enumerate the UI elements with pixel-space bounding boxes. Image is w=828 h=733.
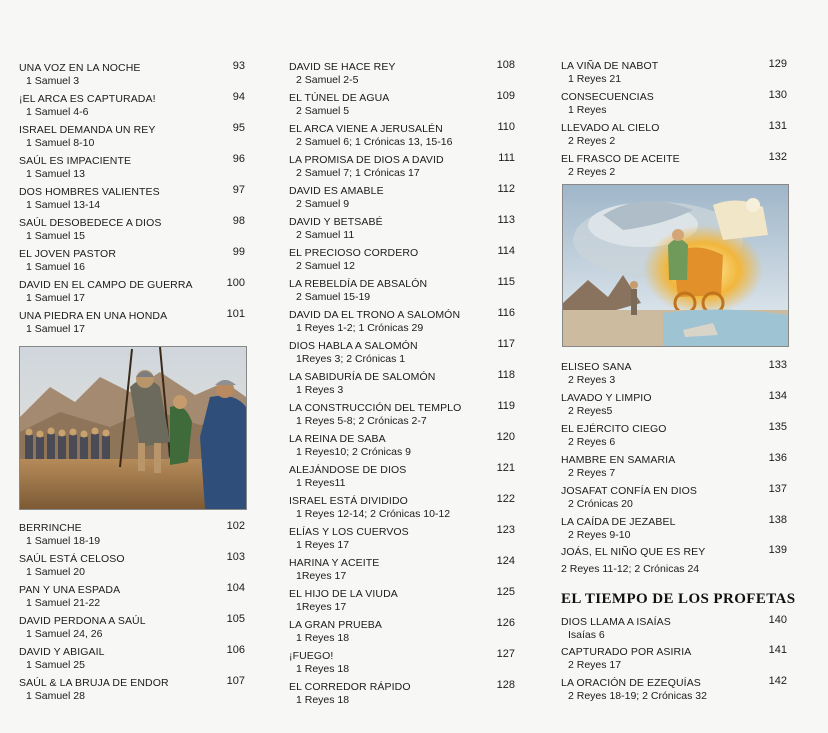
entry-page-number: 125 — [496, 586, 515, 598]
entry-reference: 1 Samuel 13 — [26, 168, 85, 180]
entry-reference: 2 Reyes 3 — [568, 374, 616, 386]
entry-reference: 1 Samuel 18-19 — [26, 535, 101, 547]
entry-page-number: 93 — [232, 60, 245, 72]
entry-title: DAVID EN EL CAMPO DE GUERRA — [19, 279, 193, 291]
entry-title: DAVID ES AMABLE — [289, 185, 384, 197]
entry-reference: Isaías 6 — [568, 629, 605, 641]
toc-entry[interactable] — [19, 186, 245, 216]
entry-title: BERRINCHE — [19, 522, 82, 534]
entry-page-number: 127 — [496, 648, 515, 660]
entry-reference: 1 Samuel 20 — [26, 566, 85, 578]
entry-page-number: 123 — [496, 524, 515, 536]
toc-entry[interactable] — [289, 619, 515, 649]
entry-title: DAVID SE HACE REY — [289, 61, 396, 73]
entry-title: ¡FUEGO! — [289, 650, 334, 662]
entry-title: LA PROMISA DE DIOS A DAVID — [289, 154, 444, 166]
entry-title: DOS HOMBRES VALIENTES — [19, 186, 160, 198]
entry-reference: 1 Reyes 21 — [568, 73, 622, 85]
entry-page-number: 138 — [768, 514, 787, 526]
entry-title: EL TÚNEL DE AGUA — [289, 92, 390, 104]
entry-title: DAVID PERDONA A SAÚL — [19, 615, 146, 627]
toc-entry[interactable] — [289, 185, 515, 215]
entry-title: LA REBELDÍA DE ABSALÓN — [289, 278, 428, 290]
entry-page-number: 96 — [232, 153, 245, 165]
chariot-scene-art — [563, 185, 788, 346]
toc-entry[interactable] — [19, 62, 245, 92]
section-heading: EL TIEMPO DE LOS PROFETAS — [561, 591, 796, 607]
toc-entry[interactable] — [19, 248, 245, 278]
entry-title: LA CONSTRUCCIÓN DEL TEMPLO — [289, 402, 462, 414]
entry-page-number: 115 — [497, 276, 515, 288]
entry-page-number: 99 — [232, 246, 245, 258]
entry-reference: 2 Samuel 12 — [296, 260, 355, 272]
toc-entry[interactable] — [19, 279, 245, 309]
entry-page-number: 114 — [497, 245, 515, 257]
entry-title: ELISEO SANA — [561, 361, 632, 373]
entry-page-number: 109 — [496, 90, 515, 102]
battle-scene-art — [20, 347, 246, 509]
entry-page-number: 94 — [232, 91, 245, 103]
entry-title: HAMBRE EN SAMARIA — [561, 454, 676, 466]
entry-reference: 1 Samuel 24, 26 — [26, 628, 103, 640]
entry-title: LA VIÑA DE NABOT — [561, 60, 659, 72]
entry-reference: 1 Reyes 3 — [296, 384, 344, 396]
toc-entry[interactable] — [19, 217, 245, 247]
entry-page-number: 95 — [232, 122, 245, 134]
toc-entry[interactable] — [561, 454, 787, 484]
entry-page-number: 126 — [496, 617, 515, 629]
toc-entry[interactable] — [19, 155, 245, 185]
entry-title: DIOS HABLA A SALOMÓN — [289, 340, 418, 352]
toc-entry[interactable] — [289, 216, 515, 246]
entry-reference: 2 Samuel 15-19 — [296, 291, 371, 303]
entry-title: JOSAFAT CONFÍA EN DIOS — [561, 485, 698, 497]
entry-page-number: 117 — [497, 338, 515, 350]
entry-title: LA REINA DE SABA — [289, 433, 386, 445]
entry-reference: 2 Reyes 6 — [568, 436, 616, 448]
toc-entry[interactable] — [289, 526, 515, 556]
entry-reference: 1 Reyes 12-14; 2 Crónicas 10-12 — [296, 508, 451, 520]
entry-reference: 2 Reyes 18-19; 2 Crónicas 32 — [568, 690, 707, 702]
entry-reference: 2 Reyes 17 — [568, 659, 622, 671]
entry-title: SAÚL DESOBEDECE A DIOS — [19, 217, 162, 229]
toc-entry[interactable] — [561, 516, 787, 546]
entry-page-number: 119 — [497, 400, 515, 412]
entry-title: DAVID DA EL TRONO A SALOMÓN — [289, 309, 461, 321]
entry-page-number: 104 — [226, 582, 245, 594]
toc-entry[interactable] — [289, 433, 515, 463]
entry-page-number: 139 — [768, 544, 787, 556]
entry-title: CONSECUENCIAS — [561, 91, 654, 103]
entry-title: SAÚL ES IMPACIENTE — [19, 155, 132, 167]
entry-reference: 1 Samuel 8-10 — [26, 137, 95, 149]
toc-entry[interactable] — [289, 495, 515, 525]
entry-title: EL FRASCO DE ACEITE — [561, 153, 680, 165]
entry-title: DIOS LLAMA A ISAÍAS — [561, 616, 671, 628]
entry-title: SAÚL & LA BRUJA DE ENDOR — [19, 677, 169, 689]
entry-title: UNA PIEDRA EN UNA HONDA — [19, 310, 168, 322]
entry-page-number: 101 — [226, 308, 245, 320]
toc-entry[interactable] — [561, 485, 787, 515]
entry-reference: 2 Samuel 9 — [296, 198, 350, 210]
toc-entry[interactable] — [19, 553, 245, 583]
toc-entry[interactable] — [19, 124, 245, 154]
entry-page-number: 136 — [768, 452, 787, 464]
entry-title: LA CAÍDA DE JEZABEL — [561, 516, 676, 528]
entry-reference: 2 Samuel 11 — [296, 229, 355, 241]
toc-entry[interactable] — [289, 92, 515, 122]
toc-entry[interactable] — [289, 61, 515, 91]
entry-page-number: 102 — [226, 520, 245, 532]
entry-reference: 1 Samuel 3 — [26, 75, 80, 87]
entry-reference: 2 Reyes 2 — [568, 166, 616, 178]
entry-title: ISRAEL DEMANDA UN REY — [19, 124, 156, 136]
toc-entry[interactable] — [561, 392, 787, 422]
entry-title: UNA VOZ EN LA NOCHE — [19, 62, 141, 74]
entry-reference: 2 Crónicas 20 — [568, 498, 633, 510]
entry-reference: 2 Samuel 7; 1 Crónicas 17 — [296, 167, 420, 179]
entry-page-number: 97 — [232, 184, 245, 196]
entry-page-number: 107 — [226, 675, 245, 687]
entry-reference: 1 Samuel 25 — [26, 659, 85, 671]
entry-page-number: 131 — [768, 120, 787, 132]
toc-entry[interactable] — [289, 123, 515, 153]
entry-reference: 1 Samuel 17 — [26, 292, 85, 304]
entry-reference: 1 Reyes 18 — [296, 632, 350, 644]
entry-reference: 2 Reyes 7 — [568, 467, 616, 479]
entry-page-number: 129 — [768, 58, 787, 70]
toc-entry[interactable] — [289, 464, 515, 494]
entry-title: LA GRAN PRUEBA — [289, 619, 383, 631]
entry-title: DAVID Y ABIGAIL — [19, 646, 105, 658]
entry-reference: 1 Samuel 15 — [26, 230, 85, 242]
toc-entry[interactable] — [561, 60, 787, 90]
entry-reference: 1 Samuel 21-22 — [26, 597, 101, 609]
entry-reference: 2 Reyes5 — [568, 405, 613, 417]
entry-reference: 1Reyes 17 — [296, 601, 347, 613]
entry-page-number: 128 — [496, 679, 515, 691]
entry-title: LA ORACIÓN DE EZEQUÍAS — [561, 677, 701, 689]
entry-page-number: 135 — [768, 421, 787, 433]
entry-title: ALEJÁNDOSE DE DIOS — [289, 464, 407, 476]
toc-entry[interactable] — [19, 310, 245, 340]
toc-entry[interactable] — [289, 681, 515, 711]
battle-scene-illustration — [19, 346, 247, 510]
toc-entry[interactable] — [561, 677, 787, 707]
entry-reference: 1 Reyes 17 — [296, 539, 350, 551]
toc-entry[interactable] — [289, 154, 515, 184]
entry-page-number: 132 — [768, 151, 787, 163]
toc-entry[interactable] — [561, 546, 787, 576]
entry-title: EL PRECIOSO CORDERO — [289, 247, 419, 259]
toc-entry[interactable] — [19, 677, 245, 707]
entry-page-number: 112 — [497, 183, 515, 195]
entry-reference: 1 Reyes 1-2; 1 Crónicas 29 — [296, 322, 424, 334]
entry-page-number: 133 — [768, 359, 787, 371]
entry-reference: 2 Reyes 9-10 — [568, 529, 631, 541]
toc-entry[interactable] — [561, 91, 787, 121]
entry-title: EL EJÉRCITO CIEGO — [561, 423, 667, 435]
entry-page-number: 106 — [226, 644, 245, 656]
elijah-chariot-illustration — [562, 184, 789, 347]
entry-page-number: 124 — [496, 555, 515, 567]
toc-entry[interactable] — [289, 278, 515, 308]
toc-entry[interactable] — [19, 522, 245, 552]
entry-page-number: 108 — [496, 59, 515, 71]
toc-entry[interactable] — [19, 615, 245, 645]
entry-title: LAVADO Y LIMPIO — [561, 392, 652, 404]
entry-title: SAÚL ESTÁ CELOSO — [19, 553, 125, 565]
entry-title: CAPTURADO POR ASIRIA — [561, 646, 692, 658]
entry-title: EL JOVEN PASTOR — [19, 248, 116, 260]
toc-entry[interactable] — [289, 402, 515, 432]
toc-entry[interactable] — [561, 616, 787, 646]
toc-entry[interactable] — [561, 423, 787, 453]
toc-entry[interactable] — [19, 584, 245, 614]
entry-title: EL CORREDOR RÁPIDO — [289, 681, 411, 693]
entry-title: PAN Y UNA ESPADA — [19, 584, 121, 596]
entry-reference: 1 Samuel 28 — [26, 690, 85, 702]
toc-entry[interactable] — [561, 646, 787, 676]
entry-reference: 1 Samuel 4-6 — [26, 106, 89, 118]
entry-title: ELÍAS Y LOS CUERVOS — [289, 526, 409, 538]
entry-reference: 1 Reyes 18 — [296, 663, 350, 675]
entry-reference: 2 Samuel 5 — [296, 105, 350, 117]
toc-entry[interactable] — [19, 93, 245, 123]
entry-page-number: 137 — [768, 483, 787, 495]
entry-reference: 1 Reyes11 — [296, 477, 346, 489]
entry-reference: 1 Reyes 18 — [296, 694, 350, 706]
entry-reference: 2 Samuel 2-5 — [296, 74, 359, 86]
toc-entry[interactable] — [561, 361, 787, 391]
entry-page-number: 122 — [496, 493, 515, 505]
toc-entry[interactable] — [289, 588, 515, 618]
toc-entry[interactable] — [289, 309, 515, 339]
entry-reference: 2 Reyes 2 — [568, 135, 616, 147]
entry-page-number: 116 — [497, 307, 515, 319]
toc-entry[interactable] — [289, 247, 515, 277]
entry-title: HARINA Y ACEITE — [289, 557, 380, 569]
entry-page-number: 100 — [226, 277, 245, 289]
entry-page-number: 105 — [226, 613, 245, 625]
entry-title: ¡EL ARCA ES CAPTURADA! — [19, 93, 156, 105]
entry-page-number: 110 — [497, 121, 515, 133]
entry-page-number: 103 — [226, 551, 245, 563]
entry-reference: 2 Reyes 11-12; 2 Crónicas 24 — [561, 563, 700, 575]
entry-reference: 1 Reyes 5-8; 2 Crónicas 2-7 — [296, 415, 427, 427]
entry-reference: 1 Samuel 17 — [26, 323, 85, 335]
entry-page-number: 140 — [768, 614, 787, 626]
entry-page-number: 98 — [232, 215, 245, 227]
entry-reference: 1 Reyes — [568, 104, 607, 116]
entry-reference: 1Reyes 17 — [296, 570, 347, 582]
toc-entry[interactable] — [561, 153, 787, 183]
toc-entry[interactable] — [289, 340, 515, 370]
entry-title: EL HIJO DE LA VIUDA — [289, 588, 398, 600]
entry-title: LLEVADO AL CIELO — [561, 122, 660, 134]
entry-page-number: 113 — [497, 214, 515, 226]
entry-title: DAVID Y BETSABÉ — [289, 216, 383, 228]
entry-reference: 1 Samuel 13-14 — [26, 199, 101, 211]
entry-title: EL ARCA VIENE A JERUSALÉN — [289, 123, 443, 135]
entry-page-number: 120 — [496, 431, 515, 443]
entry-page-number: 141 — [768, 644, 787, 656]
entry-reference: 1Reyes 3; 2 Crónicas 1 — [296, 353, 406, 365]
toc-entry[interactable] — [289, 371, 515, 401]
entry-page-number: 134 — [768, 390, 787, 402]
entry-title: LA SABIDURÍA DE SALOMÓN — [289, 371, 436, 383]
toc-entry[interactable] — [19, 646, 245, 676]
entry-reference: 1 Reyes10; 2 Crónicas 9 — [296, 446, 411, 458]
entry-reference: 1 Samuel 16 — [26, 261, 85, 273]
entry-page-number: 130 — [768, 89, 787, 101]
entry-page-number: 142 — [768, 675, 787, 687]
entry-page-number: 111 — [498, 152, 515, 164]
entry-title: ISRAEL ESTÁ DIVIDIDO — [289, 495, 408, 507]
toc-entry[interactable] — [289, 557, 515, 587]
entry-reference: 2 Samuel 6; 1 Crónicas 13, 15-16 — [296, 136, 453, 148]
toc-entry[interactable] — [289, 650, 515, 680]
entry-page-number: 118 — [497, 369, 515, 381]
entry-title: JOÁS, EL NIÑO QUE ES REY — [561, 546, 706, 558]
toc-entry[interactable] — [561, 122, 787, 152]
entry-page-number: 121 — [496, 462, 515, 474]
